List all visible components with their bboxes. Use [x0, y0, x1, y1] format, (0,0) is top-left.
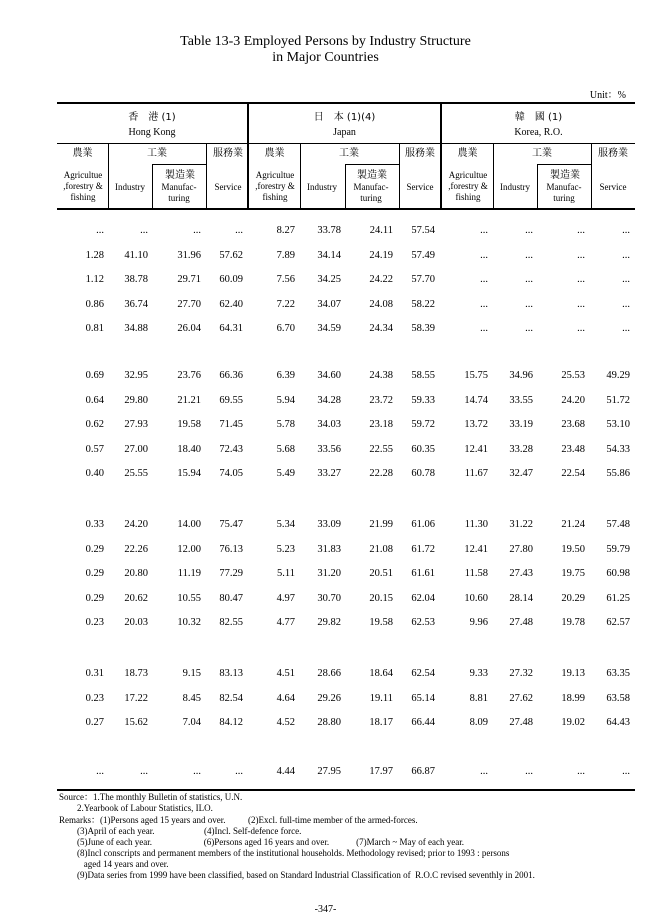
- table-cell: 6.70: [276, 323, 295, 334]
- table-cell: 33.28: [509, 443, 533, 455]
- table-cell: 53.10: [606, 419, 630, 430]
- sector-agri-cn: 農業: [457, 148, 478, 159]
- table-cell: 29.82: [317, 617, 341, 628]
- table-cell: 31.83: [317, 543, 341, 555]
- sector-divider-rule: [152, 164, 206, 165]
- table-cell: 31.96: [177, 249, 201, 261]
- table-cell: 20.80: [124, 568, 148, 579]
- table-cell: 33.19: [509, 419, 533, 430]
- table-cell: 33.55: [509, 394, 533, 406]
- table-cell: ...: [140, 766, 148, 777]
- table-cell: 77.29: [219, 568, 243, 579]
- table-cell: 20.51: [369, 568, 393, 579]
- table-cell: 19.78: [561, 617, 585, 628]
- table-cell: ...: [96, 766, 104, 777]
- remark-line: (8)Incl conscripts and permanent members of the institutional households. Methodology revised; prior to 1993 : persons: [59, 848, 510, 858]
- sector-industry-en: Industry: [307, 182, 337, 192]
- table-cell: 18.40: [177, 443, 201, 455]
- table-cell: 25.53: [561, 370, 585, 381]
- country-name-en: Korea, R.O.: [514, 127, 563, 138]
- header-top-rule: [57, 102, 635, 104]
- table-cell: 27.32: [509, 668, 533, 679]
- sector-agri-en: Agricultue ,forestry & fishing: [255, 170, 295, 202]
- table-cell: 24.11: [369, 225, 393, 236]
- table-cell: 21.08: [369, 543, 393, 555]
- table-cell: 15.75: [464, 370, 488, 381]
- table-title-line1: Table 13-3 Employed Persons by Industry Structure: [180, 34, 471, 49]
- table-cell: 62.54: [411, 668, 435, 679]
- table-cell: 9.96: [469, 617, 488, 628]
- table-cell: 5.78: [276, 419, 295, 430]
- table-cell: ...: [480, 298, 488, 310]
- table-cell: 22.54: [561, 468, 585, 479]
- table-cell: 76.13: [219, 543, 243, 555]
- table-cell: 61.72: [411, 543, 435, 555]
- table-cell: ...: [480, 249, 488, 261]
- table-cell: 4.97: [276, 592, 295, 604]
- table-cell: 24.08: [369, 298, 393, 310]
- table-cell: ...: [480, 274, 488, 285]
- table-cell: ...: [577, 298, 585, 310]
- table-cell: 0.86: [85, 298, 104, 310]
- table-cell: ...: [96, 225, 104, 236]
- table-cell: ...: [193, 225, 201, 236]
- table-cell: 10.32: [177, 617, 201, 628]
- table-cell: 29.26: [317, 692, 341, 704]
- table-cell: 17.22: [124, 692, 148, 704]
- table-cell: 25.55: [124, 468, 148, 479]
- table-cell: 69.55: [219, 394, 243, 406]
- table-cell: 65.14: [411, 692, 435, 704]
- table-cell: 1.12: [85, 274, 104, 285]
- table-cell: ...: [140, 225, 148, 236]
- table-cell: 49.29: [606, 370, 630, 381]
- sector-industry-cn: 工業: [339, 148, 359, 159]
- table-cell: 5.23: [276, 543, 295, 555]
- table-cell: 10.55: [177, 592, 201, 604]
- table-cell: ...: [480, 323, 488, 334]
- table-cell: 10.60: [464, 592, 488, 604]
- table-cell: 19.58: [177, 419, 201, 430]
- table-cell: 33.78: [317, 225, 341, 236]
- table-cell: ...: [622, 225, 630, 236]
- table-cell: 5.94: [276, 394, 295, 406]
- table-cell: 59.79: [606, 543, 630, 555]
- table-cell: 0.81: [85, 323, 104, 334]
- table-cell: 27.00: [124, 443, 148, 455]
- table-cell: 7.56: [276, 274, 295, 285]
- sector-manuf-cn: 製造業: [165, 170, 195, 181]
- table-cell: 80.47: [219, 592, 243, 604]
- table-cell: 20.62: [124, 592, 148, 604]
- table-cell: 31.22: [509, 519, 533, 530]
- table-cell: 24.38: [369, 370, 393, 381]
- table-cell: 15.94: [177, 468, 201, 479]
- table-cell: 4.44: [276, 766, 295, 777]
- table-cell: 34.14: [317, 249, 341, 261]
- table-cell: 60.78: [411, 468, 435, 479]
- table-cell: 24.22: [369, 274, 393, 285]
- table-cell: 22.55: [369, 443, 393, 455]
- country-name-cn: 韓 國 (1): [514, 112, 563, 123]
- table-cell: 38.78: [124, 274, 148, 285]
- table-cell: 15.62: [124, 717, 148, 728]
- sector-service-cn: 服務業: [598, 148, 628, 159]
- table-cell: 41.10: [124, 249, 148, 261]
- table-cell: 19.13: [561, 668, 585, 679]
- table-cell: 66.36: [219, 370, 243, 381]
- remark-line: aged 14 years and over.: [59, 859, 169, 869]
- table-cell: 6.39: [276, 370, 295, 381]
- table-cell: 20.29: [561, 592, 585, 604]
- table-cell: 7.04: [182, 717, 201, 728]
- table-cell: 62.40: [219, 298, 243, 310]
- table-cell: 4.64: [276, 692, 295, 704]
- table-cell: 59.72: [411, 419, 435, 430]
- table-cell: 31.20: [317, 568, 341, 579]
- table-cell: 27.48: [509, 717, 533, 728]
- table-cell: 19.50: [561, 543, 585, 555]
- table-cell: 8.27: [276, 225, 295, 236]
- table-cell: 23.48: [561, 443, 585, 455]
- table-cell: 18.99: [561, 692, 585, 704]
- table-cell: ...: [525, 323, 533, 334]
- table-cell: 22.26: [124, 543, 148, 555]
- table-cell: 0.29: [85, 592, 104, 604]
- table-cell: 51.72: [606, 394, 630, 406]
- table-cell: 33.56: [317, 443, 341, 455]
- table-cell: 23.18: [369, 419, 393, 430]
- source-notes: [59, 792, 242, 814]
- table-cell: 66.44: [411, 717, 435, 728]
- table-cell: 22.28: [369, 468, 393, 479]
- table-cell: 12.41: [464, 443, 488, 455]
- table-cell: ...: [622, 274, 630, 285]
- table-cell: 0.29: [85, 568, 104, 579]
- table-cell: 27.43: [509, 568, 533, 579]
- table-cell: 34.60: [317, 370, 341, 381]
- remark-line: (5)June of each year. (6)Persons aged 16 years and over. (7)March ~ May of each year.: [59, 837, 464, 847]
- table-cell: 0.31: [85, 668, 104, 679]
- table-cell: ...: [622, 766, 630, 777]
- table-cell: 36.74: [124, 298, 148, 310]
- table-cell: 11.67: [464, 468, 488, 479]
- table-cell: 0.40: [85, 468, 104, 479]
- table-cell: 24.20: [124, 519, 148, 530]
- table-cell: ...: [577, 766, 585, 777]
- table-cell: 34.03: [317, 419, 341, 430]
- table-cell: 9.33: [469, 668, 488, 679]
- table-cell: 28.80: [317, 717, 341, 728]
- table-cell: 0.64: [85, 394, 104, 406]
- table-cell: 23.68: [561, 419, 585, 430]
- table-cell: 1.28: [85, 249, 104, 261]
- table-cell: 34.59: [317, 323, 341, 334]
- table-cell: 58.22: [411, 298, 435, 310]
- unit-label: Unit：%: [589, 90, 626, 101]
- table-cell: ...: [193, 766, 201, 777]
- table-cell: 5.11: [277, 568, 295, 579]
- table-cell: 28.14: [509, 592, 533, 604]
- sector-manuf-cn: 製造業: [357, 170, 387, 181]
- table-cell: 11.58: [464, 568, 488, 579]
- sector-service-cn: 服務業: [213, 148, 243, 159]
- table-cell: 74.05: [219, 468, 243, 479]
- table-cell: 7.89: [276, 249, 295, 261]
- table-cell: 12.41: [464, 543, 488, 555]
- sector-service-en: Service: [406, 182, 434, 192]
- remark-line: (9)Data series from 1999 have been classified, based on Standard Industrial Classification of R.O.C revised seventhly in 2001.: [59, 870, 535, 880]
- sector-industry-en: Industry: [500, 182, 530, 192]
- table-cell: 27.70: [177, 298, 201, 310]
- table-cell: ...: [525, 274, 533, 285]
- table-cell: ...: [622, 323, 630, 334]
- table-cell: ...: [525, 249, 533, 261]
- table-cell: 18.17: [369, 717, 393, 728]
- table-cell: 27.62: [509, 692, 533, 704]
- table-cell: 57.70: [411, 274, 435, 285]
- table-cell: 8.09: [469, 717, 488, 728]
- table-cell: 34.07: [317, 298, 341, 310]
- remarks-notes: [59, 815, 535, 881]
- remark-line: Remarks：(1)Persons aged 15 years and over. (2)Excl. full-time member of the armed-forces.: [59, 815, 418, 825]
- table-cell: 66.87: [411, 766, 435, 777]
- table-cell: 12.00: [177, 543, 201, 555]
- table-cell: 23.72: [369, 394, 393, 406]
- table-cell: ...: [622, 249, 630, 261]
- sector-agri-cn: 農業: [72, 148, 93, 159]
- table-cell: 17.97: [369, 766, 393, 777]
- table-cell: 24.19: [369, 249, 393, 261]
- sector-service-en: Service: [214, 182, 242, 192]
- table-cell: ...: [525, 766, 533, 777]
- table-cell: 7.22: [276, 298, 295, 310]
- sector-divider-rule: [345, 164, 399, 165]
- table-cell: 5.49: [276, 468, 295, 479]
- table-cell: 32.47: [509, 468, 533, 479]
- country-divider-rule: [57, 143, 635, 144]
- table-cell: 61.61: [411, 568, 435, 579]
- source-line: Source：1.The monthly Bulletin of statistics, U.N.: [59, 792, 243, 802]
- table-cell: 62.04: [411, 592, 435, 604]
- sector-industry-en: Industry: [115, 182, 145, 192]
- table-cell: 61.25: [606, 592, 630, 604]
- table-cell: 19.11: [369, 692, 393, 704]
- table-cell: 0.23: [85, 692, 104, 704]
- remark-line: (3)April of each year. (4)Incl. Self-defence force.: [59, 826, 302, 836]
- table-cell: 0.69: [85, 370, 104, 381]
- table-cell: 72.43: [219, 443, 243, 455]
- table-cell: ...: [577, 274, 585, 285]
- sector-industry-cn: 工業: [147, 148, 167, 159]
- table-cell: 34.96: [509, 370, 533, 381]
- table-cell: 0.62: [85, 419, 104, 430]
- table-cell: 14.00: [177, 519, 201, 530]
- table-cell: 27.80: [509, 543, 533, 555]
- country-name-cn: 香 港 (1): [128, 112, 176, 123]
- table-cell: 63.58: [606, 692, 630, 704]
- table-cell: 75.47: [219, 519, 243, 530]
- table-cell: 60.35: [411, 443, 435, 455]
- table-cell: 13.72: [464, 419, 488, 430]
- table-cell: 0.23: [85, 617, 104, 628]
- table-cell: 0.29: [85, 543, 104, 555]
- table-cell: 24.20: [561, 394, 585, 406]
- table-cell: 27.48: [509, 617, 533, 628]
- table-cell: 63.35: [606, 668, 630, 679]
- table-cell: 59.33: [411, 394, 435, 406]
- source-line: 2.Yearbook of Labour Statistics, ILO.: [59, 803, 213, 813]
- table-cell: 11.30: [464, 519, 488, 530]
- country-name-en: Hong Kong: [128, 127, 176, 138]
- table-cell: 20.15: [369, 592, 393, 604]
- table-cell: 11.19: [177, 568, 201, 579]
- table-cell: 60.98: [606, 568, 630, 579]
- table-cell: 18.73: [124, 668, 148, 679]
- table-cell: 8.45: [182, 692, 201, 704]
- sector-manuf-cn: 製造業: [550, 170, 580, 181]
- table-cell: 57.54: [411, 225, 435, 236]
- sector-industry-cn: 工業: [532, 148, 552, 159]
- table-cell: 58.39: [411, 323, 435, 334]
- table-cell: 82.54: [219, 692, 243, 704]
- table-cell: ...: [525, 225, 533, 236]
- table-cell: 71.45: [219, 419, 243, 430]
- table-cell: 62.53: [411, 617, 435, 628]
- table-cell: ...: [622, 298, 630, 310]
- header-bottom-rule: [57, 208, 635, 210]
- page-number: -347-: [314, 904, 337, 915]
- sector-manuf-en: Manufac- turing: [353, 182, 389, 203]
- table-cell: 58.55: [411, 370, 435, 381]
- table-cell: 28.66: [317, 668, 341, 679]
- table-cell: 8.81: [469, 692, 488, 704]
- table-cell: 19.75: [561, 568, 585, 579]
- table-cell: 9.15: [182, 668, 201, 679]
- table-cell: 4.77: [276, 617, 295, 628]
- sector-divider-rule: [537, 164, 591, 165]
- table-cell: 83.13: [219, 668, 243, 679]
- table-cell: 82.55: [219, 617, 243, 628]
- table-cell: 0.27: [85, 717, 104, 728]
- table-cell: 23.76: [177, 370, 201, 381]
- table-cell: 5.68: [276, 443, 295, 455]
- table-cell: 20.03: [124, 617, 148, 628]
- table-cell: 26.04: [177, 323, 201, 334]
- table-cell: 29.71: [177, 274, 201, 285]
- table-cell: ...: [577, 225, 585, 236]
- table-title-line2: in Major Countries: [272, 50, 379, 65]
- table-cell: 30.70: [317, 592, 341, 604]
- table-cell: ...: [235, 766, 243, 777]
- sector-agri-en: Agricultue ,forestry & fishing: [63, 170, 103, 202]
- table-cell: 57.49: [411, 249, 435, 261]
- table-cell: ...: [480, 225, 488, 236]
- table-cell: 34.88: [124, 323, 148, 334]
- table-cell: 29.80: [124, 394, 148, 406]
- table-cell: 18.64: [369, 668, 393, 679]
- table-cell: 4.51: [276, 668, 295, 679]
- table-cell: 33.27: [317, 468, 341, 479]
- table-cell: 34.25: [317, 274, 341, 285]
- table-cell: 0.33: [85, 519, 104, 530]
- table-cell: 32.95: [124, 370, 148, 381]
- sector-manuf-en: Manufac- turing: [546, 182, 582, 203]
- sector-service-cn: 服務業: [405, 148, 435, 159]
- table-cell: 27.95: [317, 766, 341, 777]
- table-cell: ...: [480, 766, 488, 777]
- table-cell: 19.58: [369, 617, 393, 628]
- table-cell: 21.21: [177, 394, 201, 406]
- table-cell: 27.93: [124, 419, 148, 430]
- sector-agri-cn: 農業: [264, 148, 285, 159]
- sector-manuf-en: Manufac- turing: [161, 182, 197, 203]
- table-cell: ...: [235, 225, 243, 236]
- table-cell: 60.09: [219, 274, 243, 285]
- table-cell: 64.31: [219, 323, 243, 334]
- table-cell: 57.62: [219, 249, 243, 261]
- table-cell: 0.57: [85, 443, 104, 455]
- table-cell: 33.09: [317, 519, 341, 530]
- table-cell: 14.74: [464, 394, 488, 406]
- table-cell: 61.06: [411, 519, 435, 530]
- table-cell: 55.86: [606, 468, 630, 479]
- country-name-cn: 日 本 (1)(4): [313, 112, 376, 123]
- table-cell: 64.43: [606, 717, 630, 728]
- table-cell: 21.24: [561, 519, 585, 530]
- table-cell: 21.99: [369, 519, 393, 530]
- table-cell: 34.28: [317, 394, 341, 406]
- country-name-en: Japan: [333, 127, 356, 138]
- sector-service-en: Service: [599, 182, 627, 192]
- table-cell: 62.57: [606, 617, 630, 628]
- table-cell: ...: [577, 249, 585, 261]
- table-cell: 24.34: [369, 323, 393, 334]
- table-cell: 54.33: [606, 443, 630, 455]
- table-cell: ...: [525, 298, 533, 310]
- table-cell: 19.02: [561, 717, 585, 728]
- table-cell: 4.52: [276, 717, 295, 728]
- table-cell: 5.34: [276, 519, 295, 530]
- sector-agri-en: Agricultue ,forestry & fishing: [448, 170, 488, 202]
- table-cell: 57.48: [606, 519, 630, 530]
- table-cell: ...: [577, 323, 585, 334]
- table-bottom-rule: [57, 789, 635, 791]
- table-cell: 84.12: [219, 717, 243, 728]
